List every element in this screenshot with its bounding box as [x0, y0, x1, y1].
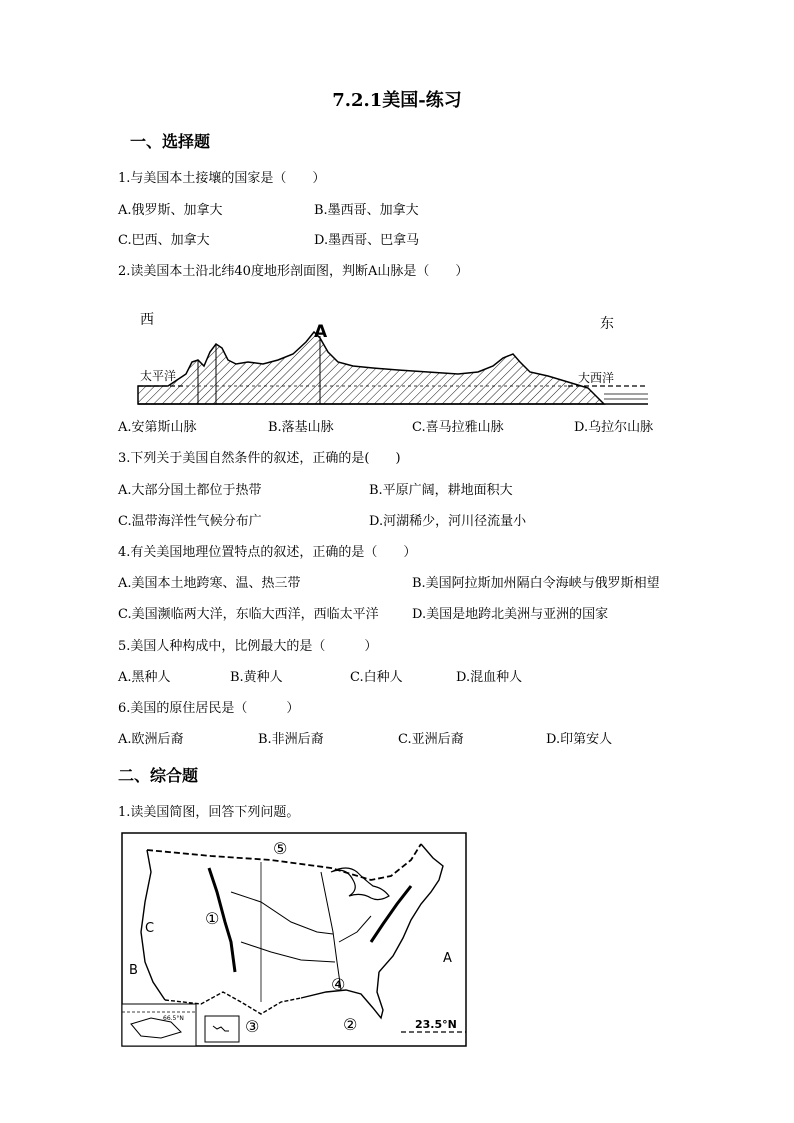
section-heading-comprehensive: 二、综合题 [118, 766, 199, 785]
q4-option-a: A.美国本土地跨寒、温、热三带 [118, 576, 301, 591]
label-inset-latitude: 66.5°N [163, 1015, 184, 1022]
section-heading-choice: 一、选择题 [130, 132, 211, 151]
q3-option-d: D.河湖稀少，河川径流量小 [369, 514, 527, 529]
question-4: 4.有关美国地理位置特点的叙述，正确的是（ ） [118, 545, 417, 560]
q6-option-c: C.亚洲后裔 [398, 732, 464, 747]
question-6: 6.美国的原住居民是（ ） [118, 701, 300, 716]
q2-option-d: D.乌拉尔山脉 [574, 420, 654, 435]
question-3: 3.下列关于美国自然条件的叙述，正确的是( ) [118, 451, 401, 466]
q5-option-c: C.白种人 [350, 670, 403, 685]
label-a: A [443, 951, 452, 966]
q1-option-a: A.俄罗斯、加拿大 [118, 203, 223, 218]
label-4: ④ [331, 975, 346, 994]
usa-map [121, 832, 467, 1047]
label-c: C [145, 921, 155, 936]
question-2: 2.读美国本土沿北纬40度地形剖面图，判断A山脉是（ ） [118, 264, 469, 279]
q5-option-a: A.黑种人 [118, 670, 171, 685]
terrain-cross-section [138, 332, 604, 404]
q4-option-d: D.美国是地跨北美洲与亚洲的国家 [412, 607, 609, 622]
q4-option-b: B.美国阿拉斯加州隔白令海峡与俄罗斯相望 [412, 576, 660, 591]
label-5: ⑤ [273, 839, 288, 858]
q5-option-b: B.黄种人 [230, 670, 283, 685]
q6-option-b: B.非洲后裔 [258, 732, 324, 747]
q1-option-c: C.巴西、加拿大 [118, 233, 210, 248]
q2-option-a: A.安第斯山脉 [118, 420, 197, 435]
q3-option-a: A.大部分国土都位于热带 [118, 483, 262, 498]
label-atlantic: 大西洋 [578, 371, 615, 385]
q4-option-c: C.美国濒临两大洋，东临大西洋，西临太平洋 [118, 607, 379, 622]
terrain-profile-diagram [128, 302, 658, 412]
q6-option-d: D.印第安人 [546, 732, 613, 747]
q2-option-c: C.喜马拉雅山脉 [412, 420, 504, 435]
label-b: B [129, 963, 138, 978]
q5-option-d: D.混血种人 [456, 670, 523, 685]
q3-option-b: B.平原广阔，耕地面积大 [369, 483, 513, 498]
page-title: 7.2.1美国-练习 [332, 90, 462, 111]
q3-option-c: C.温带海洋性气候分布广 [118, 514, 262, 529]
q2-option-b: B.落基山脉 [268, 420, 334, 435]
question-5: 5.美国人种构成中，比例最大的是（ ） [118, 639, 378, 654]
q1-option-b: B.墨西哥、加拿大 [314, 203, 419, 218]
q1-option-d: D.墨西哥、巴拿马 [314, 233, 420, 248]
question-1: 1.与美国本土接壤的国家是（ ） [118, 171, 326, 186]
label-2: ② [343, 1015, 358, 1034]
label-peak-a: A [314, 322, 328, 342]
comprehensive-question-1: 1.读美国简图，回答下列问题。 [118, 805, 300, 820]
q6-option-a: A.欧洲后裔 [118, 732, 184, 747]
label-tropic-latitude: 23.5°N [415, 1018, 457, 1031]
label-pacific: 太平洋 [140, 369, 177, 383]
label-west: 西 [140, 312, 154, 328]
label-1: ① [205, 909, 220, 928]
label-east: 东 [600, 316, 614, 332]
label-3: ③ [245, 1017, 260, 1036]
